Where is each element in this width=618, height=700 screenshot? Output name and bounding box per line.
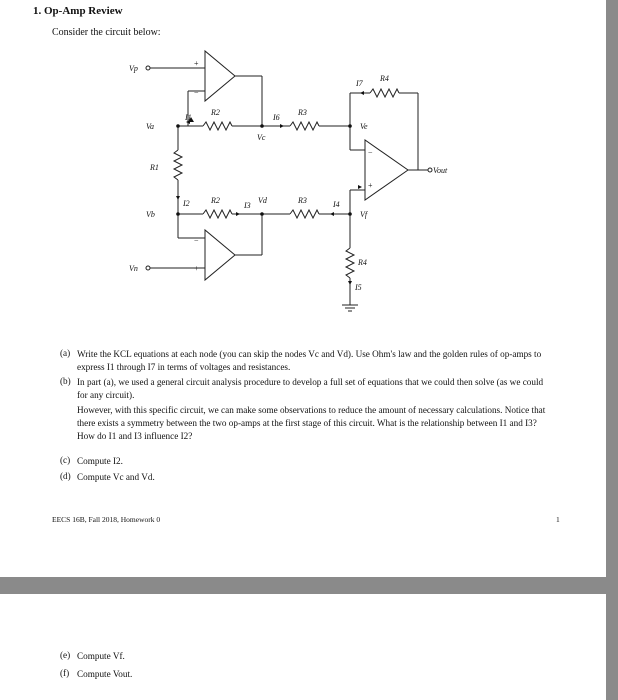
label-vp: Vp — [129, 64, 138, 73]
label-r2-bottom: R2 — [211, 196, 220, 205]
question-b-text-2: However, with this specific circuit, we can make some observations to reduce the amount of necessary calculations. Notice that there exists a symmetry between the two op-amps at the first stage of this circuit. What is the relationship between I1 and I3? How do I1 and I3 influence I2? — [77, 405, 546, 441]
label-r4-bottom: R4 — [358, 258, 367, 267]
label-vb: Vb — [146, 210, 155, 219]
page-2 — [0, 594, 606, 700]
page-gap — [0, 577, 606, 594]
question-e-text: Compute Vf. — [77, 651, 125, 661]
question-d-text: Compute Vc and Vd. — [77, 472, 155, 482]
label-r3-top: R3 — [298, 108, 307, 117]
label-i4: I4 — [333, 200, 340, 209]
label-r1: R1 — [150, 163, 159, 172]
question-c-text: Compute I2. — [77, 456, 123, 466]
question-d-label: (d) — [60, 471, 71, 481]
question-b-text: In part (a), we used a general circuit analysis procedure to develop a full set of equations that we could then solve (as we could for any circuit). — [77, 377, 544, 400]
question-a-text: Write the KCL equations at each node (you can skip the nodes Vc and Vd). Use Ohm's law and the golden rules of op-amps to express I1 through I7 in terms of voltages and resistances. — [77, 349, 542, 372]
top-opamp — [205, 51, 235, 101]
r3-top-resistor — [290, 122, 319, 130]
out-opamp-minus: − — [368, 148, 373, 157]
r2-bottom-resistor — [203, 210, 232, 218]
label-i6: I6 — [273, 113, 280, 122]
label-i1: I1 — [185, 113, 192, 122]
question-f-text: Compute Vout. — [77, 669, 133, 679]
r3-bottom-resistor — [290, 210, 319, 218]
question-c-label: (c) — [60, 455, 71, 465]
circuit-diagram — [0, 40, 606, 330]
label-ve: Ve — [360, 122, 368, 131]
bottom-opamp-plus: + — [194, 264, 199, 273]
label-va: Va — [146, 122, 154, 131]
label-r2-top: R2 — [211, 108, 220, 117]
top-opamp-plus: + — [194, 59, 199, 68]
label-vn: Vn — [129, 264, 138, 273]
label-vout: Vout — [433, 166, 448, 175]
r4-bottom-resistor — [346, 248, 354, 278]
label-i2: I2 — [183, 199, 190, 208]
question-e-label: (e) — [60, 650, 71, 660]
problem-title: 1. Op-Amp Review — [33, 5, 123, 17]
current-arrows — [176, 91, 364, 285]
label-r4-top: R4 — [380, 74, 389, 83]
r1-resistor — [174, 150, 182, 180]
r4-top-resistor — [370, 89, 399, 97]
bottom-opamp — [205, 230, 235, 280]
label-r3-bottom: R3 — [298, 196, 307, 205]
problem-intro: Consider the circuit below: — [52, 27, 161, 38]
label-vd: Vd — [258, 196, 267, 205]
question-f-label: (f) — [60, 668, 70, 678]
label-i3: I3 — [244, 201, 251, 210]
label-vc: Vc — [257, 133, 266, 142]
bottom-opamp-minus: − — [194, 236, 199, 245]
footer-left: EECS 16B, Fall 2018, Homework 0 — [52, 515, 161, 524]
label-i7: I7 — [356, 79, 363, 88]
question-a-label: (a) — [60, 348, 71, 358]
footer-page-number: 1 — [556, 515, 560, 524]
right-scroll-track[interactable] — [606, 0, 618, 700]
top-opamp-minus: − — [194, 88, 199, 97]
r2-top-resistor — [203, 122, 232, 130]
question-b-label: (b) — [60, 376, 71, 386]
out-opamp-plus: + — [368, 181, 373, 190]
label-i5: I5 — [355, 283, 362, 292]
label-vf: Vf — [360, 210, 368, 219]
